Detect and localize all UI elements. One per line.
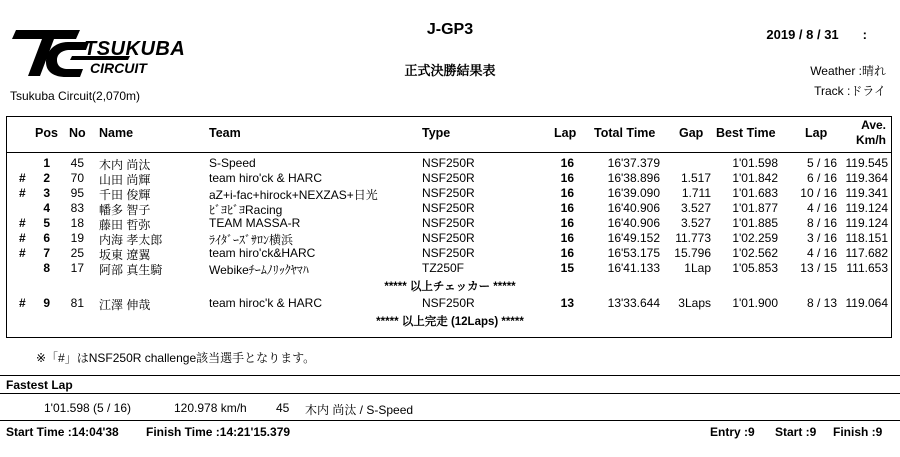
- cell-best: 1'02.259: [732, 231, 778, 245]
- result-row: [0, 156, 900, 171]
- cell-gap: 1.517: [680, 171, 711, 185]
- cell-total: 16'39.090: [607, 186, 660, 200]
- cell-team: team hiro'ck & HARC: [209, 171, 322, 185]
- cell-speed: 117.682: [845, 246, 888, 260]
- fastest-lap-speed: 120.978 km/h: [174, 401, 247, 415]
- cell-pos: 9: [43, 296, 50, 310]
- cell-type: NSF250R: [422, 246, 475, 260]
- cell-total: 16'37.379: [607, 156, 660, 170]
- cell-gap: 11.773: [675, 231, 711, 245]
- col-header-no: No: [69, 126, 86, 140]
- fastest-lap-rider: 木内 尚汰 / S-Speed: [305, 403, 414, 417]
- cell-no: 19: [70, 231, 84, 245]
- fastest-lap-top-rule: [0, 375, 900, 376]
- col-header-type: Type: [422, 126, 451, 140]
- cell-total: 13'33.644: [607, 296, 660, 310]
- cell-gap: 3.527: [680, 216, 711, 230]
- cell-mark: #: [19, 296, 26, 310]
- cell-lap: 15: [560, 261, 574, 275]
- cell-type: TZ250F: [422, 261, 465, 275]
- cell-type: NSF250R: [422, 201, 475, 215]
- cell-total: 16'40.906: [607, 216, 660, 230]
- cell-best-lap: 10 / 16: [800, 186, 837, 200]
- cell-lap: 16: [560, 156, 574, 170]
- col-header-best-lap: Lap: [805, 126, 828, 140]
- cell-type: NSF250R: [422, 171, 475, 185]
- track-condition: Track :ドライ: [814, 84, 886, 98]
- cell-no: 95: [70, 186, 84, 200]
- cell-gap: 3Laps: [678, 296, 711, 310]
- result-row: [0, 186, 900, 201]
- cell-type: NSF250R: [422, 216, 475, 230]
- fastest-lap-divider: [0, 393, 900, 394]
- cell-pos: 8: [43, 261, 50, 275]
- cell-best: 1'02.562: [732, 246, 778, 260]
- finish-time: Finish Time :14:21'15.379: [146, 425, 291, 439]
- cell-best-lap: 4 / 16: [806, 246, 837, 260]
- cell-total: 16'40.906: [607, 201, 660, 215]
- cell-pos: 2: [43, 171, 50, 185]
- cell-speed: 111.653: [846, 261, 888, 275]
- cell-best: 1'01.900: [732, 296, 778, 310]
- col-header-speed-line1: Ave.: [861, 118, 886, 132]
- entry-count: Entry :9: [710, 425, 755, 439]
- cell-no: 45: [70, 156, 84, 170]
- footer-rule: [0, 420, 900, 421]
- cell-name: 藤田 哲弥: [99, 218, 151, 232]
- cell-no: 83: [70, 201, 84, 215]
- cell-speed: 119.364: [845, 171, 888, 185]
- cell-best: 1'01.683: [732, 186, 778, 200]
- cell-lap: 16: [560, 186, 574, 200]
- cell-type: NSF250R: [422, 296, 475, 310]
- cell-name: 坂東 遼翼: [99, 248, 151, 262]
- cell-team: team hiro'ck&HARC: [209, 246, 316, 260]
- cell-name: 千田 俊輝: [99, 188, 151, 202]
- cell-team: team hiroc'k & HARC: [209, 296, 322, 310]
- result-row: [0, 201, 900, 216]
- start-count: Start :9: [775, 425, 817, 439]
- cell-best-lap: 6 / 16: [806, 171, 837, 185]
- cell-gap: 15.796: [674, 246, 711, 260]
- cell-mark: #: [19, 186, 26, 200]
- cell-team: aZ+i-fac+hirock+NEXZAS+日光: [209, 188, 378, 202]
- document-title: 正式決勝結果表: [404, 63, 496, 78]
- cell-pos: 7: [43, 246, 50, 260]
- cell-type: NSF250R: [422, 186, 475, 200]
- cell-best-lap: 8 / 13: [806, 296, 837, 310]
- cell-best-lap: 3 / 16: [806, 231, 837, 245]
- cell-speed: 119.124: [845, 216, 888, 230]
- start-time: Start Time :14:04'38: [6, 425, 119, 439]
- finished-note: ***** 以上完走 (12Laps) *****: [376, 316, 524, 328]
- cell-gap: 1Lap: [684, 261, 711, 275]
- fastest-lap-title: Fastest Lap: [6, 378, 73, 392]
- cell-best-lap: 5 / 16: [806, 156, 837, 170]
- cell-pos: 3: [43, 186, 50, 200]
- col-header-gap: Gap: [679, 126, 704, 140]
- col-header-best-time: Best Time: [716, 126, 776, 140]
- checker-note: ***** 以上チェッカー *****: [384, 281, 516, 293]
- cell-total: 16'49.152: [607, 231, 660, 245]
- cell-name: 阿部 真生騎: [99, 263, 163, 277]
- col-header-speed-line2: Km/h: [856, 133, 886, 147]
- col-header-team: Team: [209, 126, 241, 140]
- cell-type: NSF250R: [422, 231, 475, 245]
- cell-no: 17: [70, 261, 84, 275]
- cell-best: 1'01.877: [732, 201, 778, 215]
- col-header-speed: [856, 118, 886, 148]
- fastest-lap-time: 1'01.598 (5 / 16): [44, 401, 132, 415]
- cell-gap: 3.527: [680, 201, 711, 215]
- cell-mark: #: [19, 171, 26, 185]
- cell-mark: #: [19, 231, 26, 245]
- cell-speed: 119.124: [845, 201, 888, 215]
- fastest-lap-no: 45: [276, 401, 290, 415]
- cell-team: ﾗｲﾀﾞｰｽﾞｻﾛﾝ横浜: [209, 233, 294, 247]
- result-row: [0, 296, 900, 311]
- col-header-name: Name: [99, 126, 134, 140]
- circuit-name: Tsukuba Circuit(2,070m): [10, 89, 141, 103]
- cell-total: 16'53.175: [607, 246, 660, 260]
- cell-lap: 13: [560, 296, 574, 310]
- cell-lap: 16: [560, 231, 574, 245]
- logo-text-tsukuba: TSUKUBA: [84, 38, 186, 60]
- cell-best: 1'05.853: [732, 261, 778, 275]
- cell-team: S-Speed: [209, 156, 256, 170]
- cell-mark: #: [19, 216, 26, 230]
- cell-mark: #: [19, 246, 26, 260]
- cell-team: Webikeﾁｰﾑﾉﾘｯｸﾔﾏﾊ: [209, 263, 309, 277]
- cell-speed: 119.341: [845, 186, 888, 200]
- cell-speed: 119.545: [845, 156, 888, 170]
- race-date-value: 2019 / 8 / 31: [766, 27, 839, 42]
- cell-pos: 5: [43, 216, 50, 230]
- cell-total: 16'38.896: [607, 171, 660, 185]
- finish-count: Finish :9: [833, 425, 883, 439]
- result-row: [0, 246, 900, 261]
- result-row: [0, 216, 900, 231]
- cell-name: 幡多 智子: [99, 203, 151, 217]
- cell-pos: 6: [43, 231, 50, 245]
- cell-best-lap: 4 / 16: [806, 201, 837, 215]
- cell-no: 18: [70, 216, 84, 230]
- result-row: [0, 261, 900, 276]
- weather: Weather :晴れ: [810, 64, 886, 78]
- cell-name: 木内 尚汰: [99, 158, 151, 172]
- cell-lap: 16: [560, 246, 574, 260]
- cell-speed: 119.064: [845, 296, 888, 310]
- cell-no: 70: [70, 171, 84, 185]
- cell-type: NSF250R: [422, 156, 475, 170]
- cell-name: 山田 尚輝: [99, 173, 151, 187]
- col-header-lap: Lap: [554, 126, 577, 140]
- col-header-pos: Pos: [35, 126, 58, 140]
- cell-speed: 118.151: [845, 231, 888, 245]
- race-date: [766, 27, 867, 42]
- cell-name: 内海 孝太郎: [99, 233, 163, 247]
- cell-lap: 16: [560, 201, 574, 215]
- cell-best-lap: 8 / 16: [806, 216, 837, 230]
- cell-no: 81: [70, 296, 84, 310]
- table-bottom-border: [6, 337, 892, 338]
- cell-team: ﾋﾞﾖﾋﾞﾖRacing: [209, 203, 283, 217]
- col-header-total-time: Total Time: [594, 126, 656, 140]
- race-date-colon: :: [862, 27, 867, 42]
- cell-name: 江澤 伸哉: [99, 298, 151, 312]
- cell-pos: 1: [43, 156, 50, 170]
- cell-lap: 16: [560, 171, 574, 185]
- logo-text-circuit: CIRCUIT: [90, 60, 147, 76]
- cell-best: 1'01.598: [732, 156, 778, 170]
- table-header-divider: [6, 152, 892, 153]
- cell-team: TEAM MASSA-R: [209, 216, 301, 230]
- cell-lap: 16: [560, 216, 574, 230]
- cell-no: 25: [70, 246, 84, 260]
- result-row: [0, 171, 900, 186]
- challenge-footnote: ※「#」はNSF250R challenge該当選手となります。: [36, 351, 316, 365]
- cell-pos: 4: [43, 201, 50, 215]
- cell-best: 1'01.885: [732, 216, 778, 230]
- result-row: [0, 231, 900, 246]
- cell-best: 1'01.842: [732, 171, 778, 185]
- race-class-title: J-GP3: [426, 21, 474, 38]
- cell-gap: 1.711: [681, 186, 711, 200]
- cell-total: 16'41.133: [607, 261, 660, 275]
- table-top-border: [6, 116, 892, 117]
- cell-best-lap: 13 / 15: [800, 261, 837, 275]
